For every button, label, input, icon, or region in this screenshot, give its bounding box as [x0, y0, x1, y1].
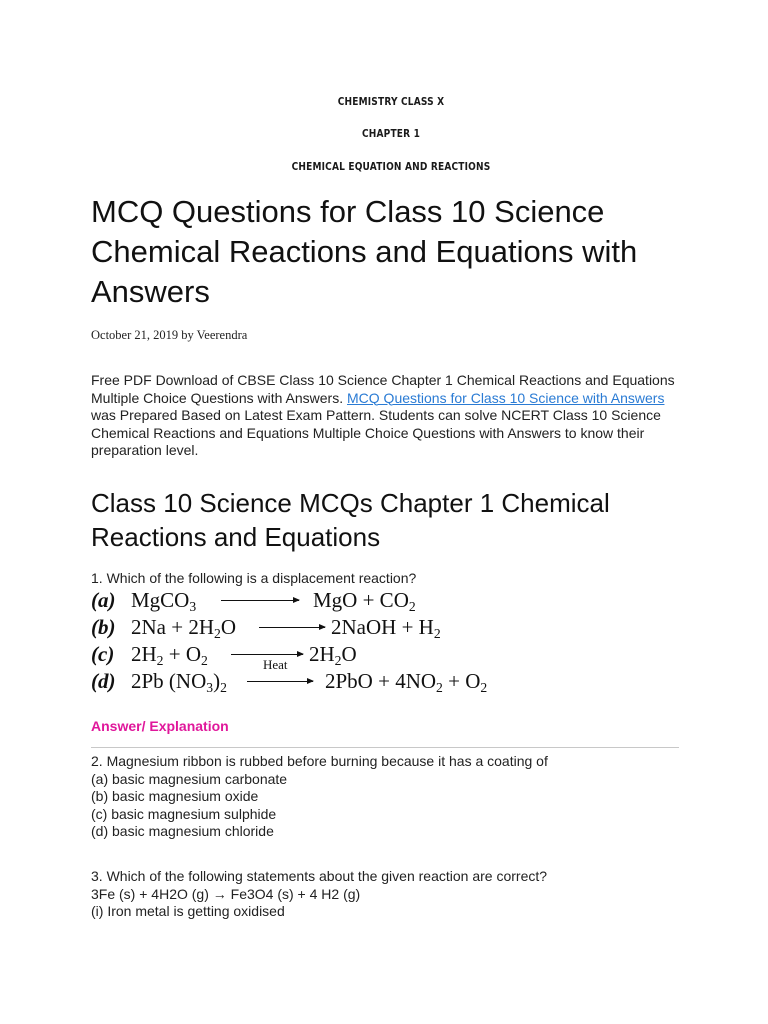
equation-products: $2H_2O$ — [309, 642, 357, 668]
question-2-option-a: (a) basic magnesium carbonate — [91, 770, 288, 787]
intro-text-2: was Prepared Based on Latest Exam Pattern. Students can solve NCERT Class 10 Science Chemical Reactions and Equations Multiple Choice Questions with Answers to know their preparation level. — [91, 407, 661, 459]
intro-text-1: Free PDF Download of CBSE Class 10 Science Chapter 1 Chemical Reactions and Equations Multiple Choice Questions with Answers. — [91, 372, 675, 406]
equation-products: MgO + $CO_2$ — [313, 588, 416, 614]
reaction-arrow-icon — [259, 627, 325, 628]
post-meta: October 21, 2019 by Veerendra — [91, 328, 248, 342]
reaction-arrow-icon — [247, 681, 313, 682]
reaction-condition: Heat — [263, 657, 288, 672]
question-3-statement-1: (i) Iron metal is getting oxidised — [91, 903, 285, 919]
question-3-equation: 3Fe (s) + 4H2O (g) → Fe3O4 (s) + 4 H2 (g) — [91, 885, 361, 902]
question-3: 3. Which of the following statements about the given reaction are correct? — [91, 868, 548, 884]
chapter-title-heading: CHEMICAL EQUATION AND REACTIONS — [291, 161, 491, 173]
option-label: (c) — [91, 642, 115, 666]
equation-reactants: $2Na + 2H_2O$ — [131, 615, 236, 641]
question-2-option-d: (d) basic magnesium chloride — [91, 823, 274, 839]
page-title: MCQ Questions for Class 10 Science Chemical Reactions and Equations with Answers — [91, 194, 638, 309]
answer-explanation-toggle[interactable]: Answer/ Explanation — [91, 718, 229, 734]
question-2: 2. Magnesium ribbon is rubbed before burning because it has a coating of — [91, 753, 548, 769]
section-heading: Class 10 Science MCQs Chapter 1 Chemical Reactions and Equations — [91, 488, 610, 552]
equation-reactants: 2Pb $(NO_3)_2$ — [131, 669, 227, 695]
subject-heading: CHEMISTRY CLASS X — [337, 96, 445, 108]
option-label: (d) — [91, 669, 116, 693]
reaction-arrow-icon — [231, 654, 303, 655]
question-2-option-c: (c) basic magnesium sulphide — [91, 805, 277, 822]
equation-reactants: MgCO$_3$ — [131, 588, 197, 614]
equation-reactants: $2H_2 + O_2$ — [131, 642, 208, 668]
question-1: 1. Which of the following is a displacement reaction? — [91, 570, 417, 586]
intro-paragraph — [91, 372, 681, 460]
chapter-heading: CHAPTER 1 — [361, 128, 421, 140]
reaction-arrow-icon — [221, 600, 299, 601]
option-label: (b) — [91, 615, 116, 639]
option-label: (a) — [91, 588, 116, 612]
divider — [91, 747, 679, 748]
equation-products: $2PbO + 4NO_2 + O_2$ — [325, 669, 488, 695]
question-2-option-b: (b) basic magnesium oxide — [91, 788, 259, 804]
equation-products: 2NaOH + $H_2$ — [331, 615, 441, 641]
mcq-questions-link[interactable]: MCQ Questions for Class 10 Science with Answers — [347, 389, 665, 406]
